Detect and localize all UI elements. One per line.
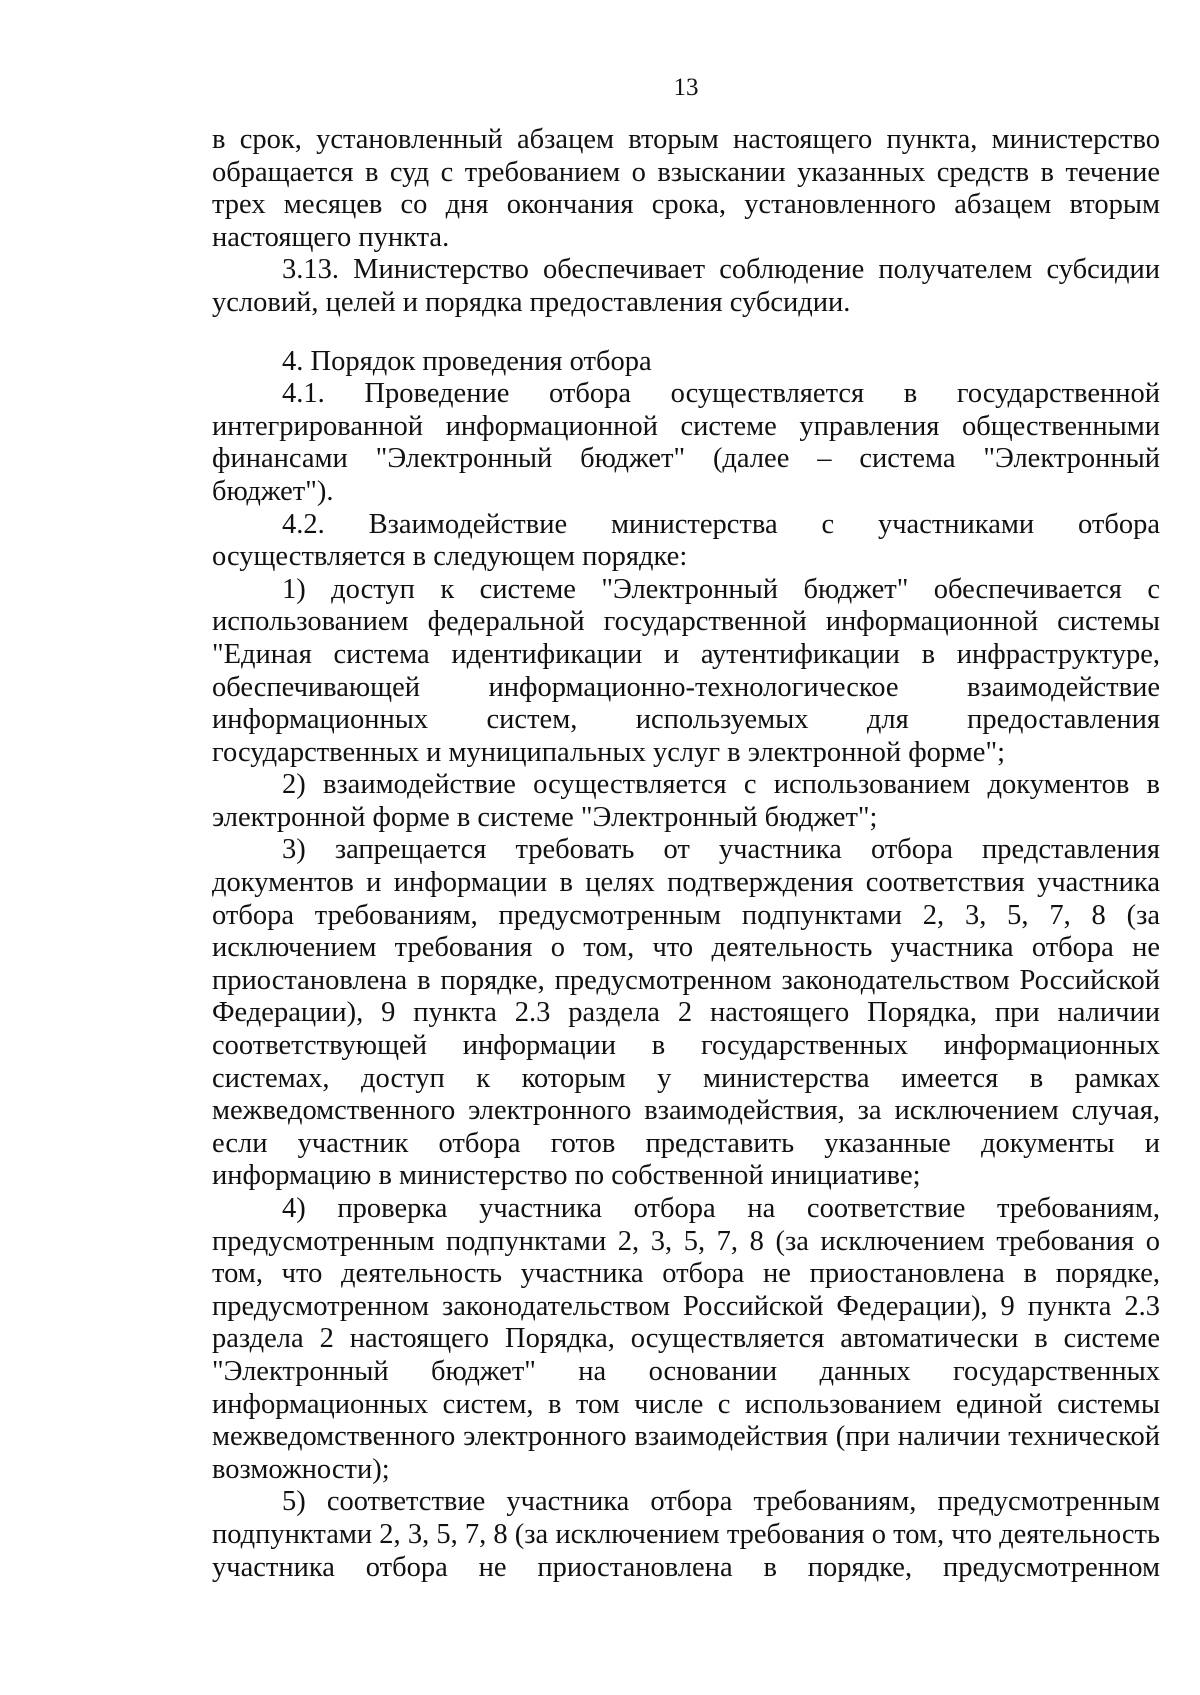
- page-number: 13: [673, 74, 699, 101]
- list-item-2: 2) взаимодействие осуществляется с использованием документов в электронной форме в системе "Электронный бюджет";: [212, 769, 1160, 833]
- list-item-4: 4) проверка участника отбора на соответствие требованиям, предусмотренным подпунктами 2, 3, 5, 7, 8 (за исключением требования о том, что деятельность участника отбора не приостановлена в порядке, предусмотренном законодательством Российской Федерации), 9 пункта 2.3 раздела 2 настоящего Порядка, осуществляется автоматически в системе "Электронный бюджет" на основании данных государственных информационных систем, в том числе с использованием единой системы межведомственного электронного взаимодействия (при наличии технической возможности);: [212, 1193, 1160, 1485]
- document-body: [212, 124, 1160, 1584]
- document-page: [212, 0, 1160, 1695]
- paragraph-continuation: в срок, установленный абзацем вторым настоящего пункта, министерство обращается в суд с требованием о взыскании указанных средств в течение трех месяцев со дня окончания срока, установленного абзацем вторым настоящего пункта.: [212, 124, 1160, 253]
- list-item-3: 3) запрещается требовать от участника отбора представления документов и информации в целях подтверждения соответствия участника отбора требованиям, предусмотренным подпунктами 2, 3, 5, 7, 8 (за исключением требования о том, что деятельность участника отбора не приостановлена в порядке, предусмотренном законодательством Российской Федерации), 9 пункта 2.3 раздела 2 настоящего Порядка, при наличии соответствующей информации в государственных информационных системах, доступ к которым у министерства имеется в рамках межведомственного электронного взаимодействия, за исключением случая, если участник отбора готов представить указанные документы и информацию в министерство по собственной инициативе;: [212, 834, 1160, 1192]
- list-item-5: 5) соответствие участника отбора требованиям, предусмотренным подпунктами 2, 3, 5, 7, 8 (за исключением требования о том, что деятельность участника отбора не приостановлена в порядке, предусмотренном: [212, 1486, 1160, 1583]
- section-heading-4: 4. Порядок проведения отбора: [282, 345, 652, 377]
- list-item-1: 1) доступ к системе "Электронный бюджет" обеспечивается с использованием федеральной государственной информационной системы "Единая система идентификации и аутентификации в инфраструктуре, обеспечивающей информационно-технологическое взаимодействие информационных систем, используемых для предоставления государственных и муниципальных услуг в электронной форме";: [212, 573, 1160, 768]
- paragraph-4-2: 4.2. Взаимодействие министерства с участниками отбора осуществляется в следующем порядке:: [212, 508, 1160, 573]
- paragraph-3-13: 3.13. Министерство обеспечивает соблюдение получателем субсидии условий, целей и порядка предоставления субсидии.: [212, 254, 1160, 318]
- paragraph-4-1: 4.1. Проведение отбора осуществляется в государственной интегрированной информационной системе управления общественными финансами "Электронный бюджет" (далее – система "Электронный бюджет").: [212, 378, 1160, 507]
